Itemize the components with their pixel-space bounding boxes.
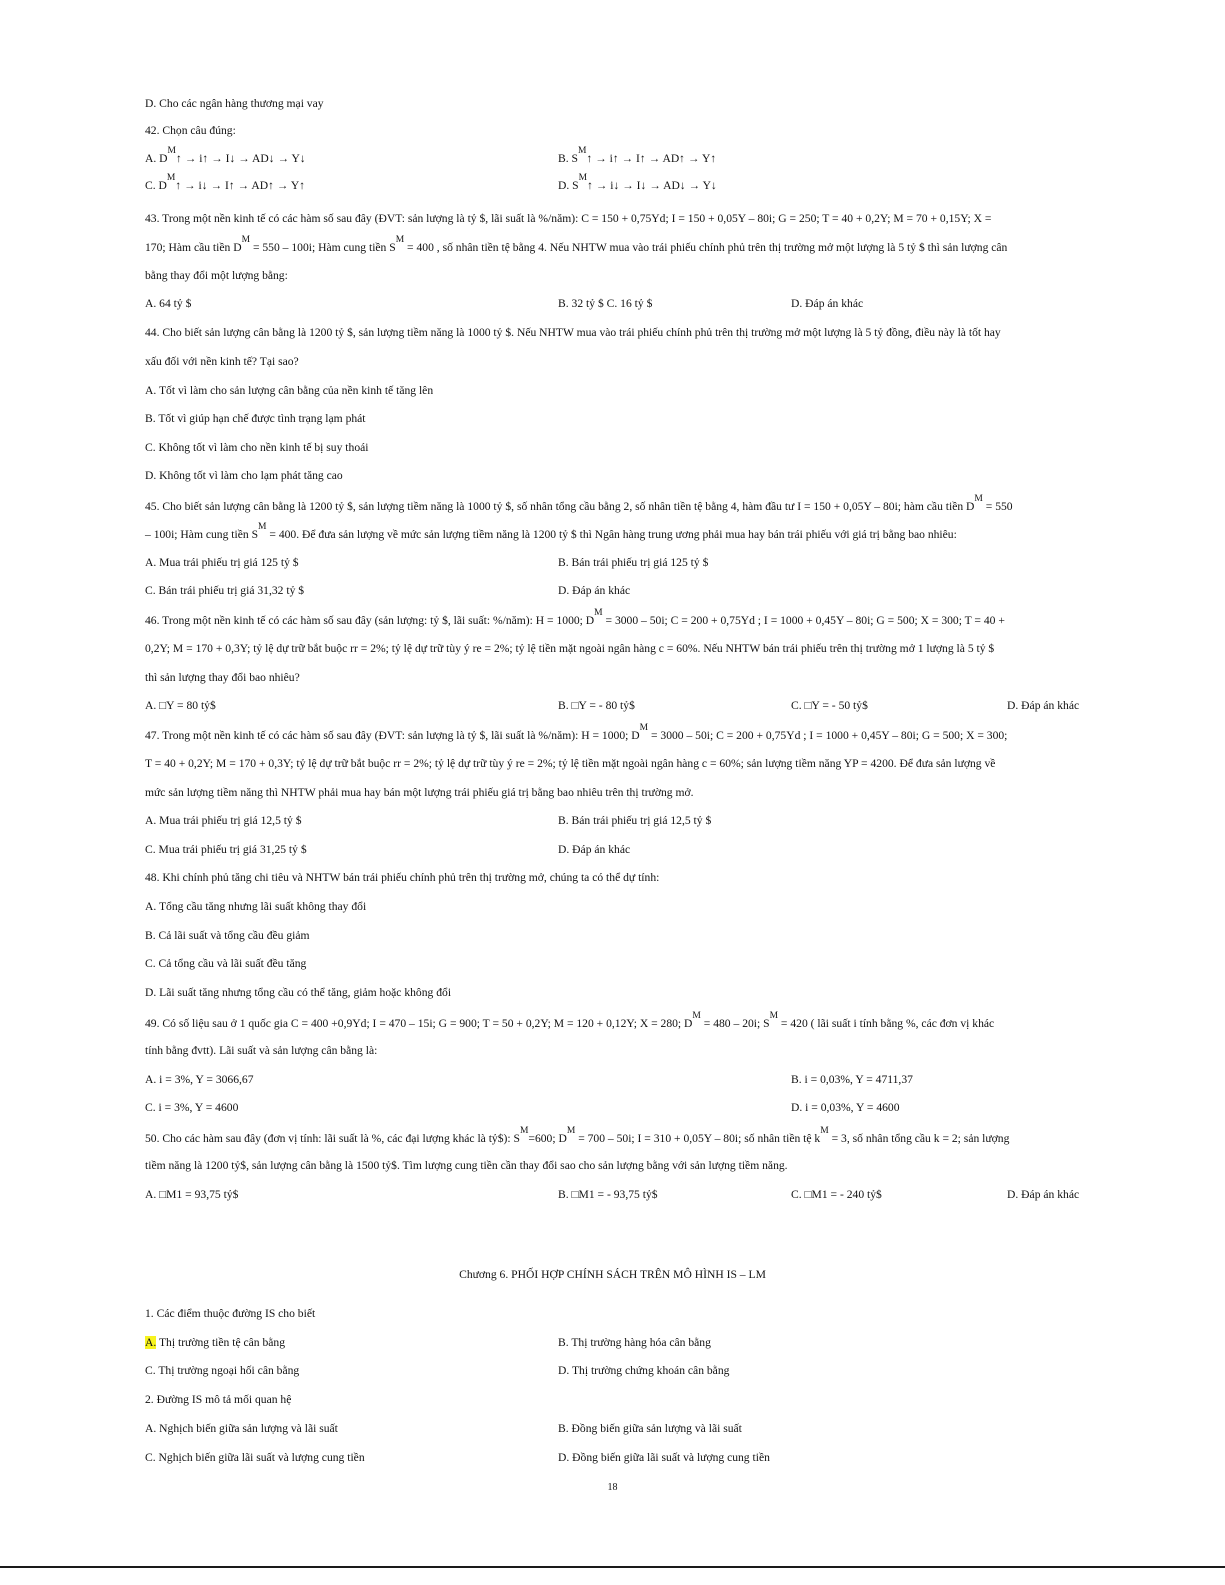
q50-options [145,1188,1080,1202]
q47-line-3: mức sản lượng tiềm năng thì NHTW phải mua hay bán một lượng trái phiếu giá trị bằng bao nhiêu trên thị trường mở. [145,786,694,799]
q46-option-b: B. □Y = - 80 tỷ$ [558,699,635,712]
q50-option-b: B. □M1 = - 93,75 tỷ$ [558,1188,658,1201]
q50-option-d: D. Đáp án khác [1007,1188,1080,1201]
q44-option-c: C. Không tốt vì làm cho nền kinh tế bị suy thoái [145,441,369,454]
q48-option-d: D. Lãi suất tăng nhưng tổng cầu có thể tăng, giảm hoặc không đổi [145,986,452,999]
c6q1-row-ab [145,1336,711,1350]
q49-option-c: C. i = 3%, Y = 4600 [145,1101,239,1114]
q49-line-1: 49. Có số liệu sau ở 1 quốc gia C = 400 +0,9Yd; I = 470 – 15i; G = 900; T = 50 + 0,2Y; M = 120 + 0,12Y; X = 280; $D^M = 480 - 20i$; $S^M = 420$ ( lãi suất i tính bằng %, các đơn vị khác [145,1011,995,1030]
q43-line-2: 170; Hàm cầu tiền $D^M = 550 - 100i$; Hàm cung tiền $S^M = 400$ , số nhân tiền tệ bằng 4. Nếu NHTW mua vào trái phiếu chính phủ trên thị trường mở một lượng là 5 tỷ $ thì sản lượng cân [145,235,1008,254]
q49-option-b: B. i = 0,03%, Y = 4711,37 [791,1073,913,1086]
q42-option-d: D. $S^M↑$ → i↓ → I↓ → AD↓ → Y↓ [558,173,717,192]
q48-stem: 48. Khi chính phủ tăng chi tiêu và NHTW bán trái phiếu chính phủ trên thị trường mở, chúng ta có thể dự tính: [145,871,660,884]
q46-options [145,699,1080,713]
q42-stem: 42. Chọn câu đúng: [145,124,236,137]
q43-option-d: D. Đáp án khác [791,297,864,310]
q50-option-a: A. □M1 = 93,75 tỷ$ [145,1188,239,1201]
q45-line-2: – 100i; Hàm cung tiền $S^M = 400$. Để đưa sản lượng về mức sản lượng tiềm năng là 1200 tỷ $ thì Ngân hàng trung ương phải mua hay bán trái phiếu với giá trị bằng bao nhiêu: [145,522,957,541]
q46-line-2: 0,2Y; M = 170 + 0,3Y; tỷ lệ dự trữ bắt buộc rr = 2%; tỷ lệ dự trữ tùy ý re = 2%; tỷ lệ tiền mặt ngoài ngân hàng c = 60%. Nếu NHTW bán trái phiếu trên thị trường mở 1 lượng là 5 tỷ $ [145,642,995,655]
page-bottom-border [0,1566,1225,1568]
c6q2-row-cd [145,1451,770,1465]
c6q1-row-cd [145,1364,730,1378]
c6q1-stem: 1. Các điểm thuộc đường IS cho biết [145,1307,316,1320]
highlight-mark: A. [145,1336,157,1349]
q50-line-2: tiềm năng là 1200 tỷ$, sản lượng cân bằng là 1500 tỷ$. Tìm lượng cung tiền cần thay đổi sao cho sản lượng bằng với sản lượng tiềm năng. [145,1159,788,1172]
q45-line-1: 45. Cho biết sản lượng cân bằng là 1200 tỷ $, sản lượng tiềm năng là 1000 tỷ $, số nhân tổng cầu bằng 2, số nhân tiền tệ bằng 4, hàm đầu tư I = 150 + 0,05Y – 80i; hàm cầu tiền $D^M = 550$ [145,494,1013,513]
q45-option-c: C. Bán trái phiếu trị giá 31,32 tỷ $ [145,584,305,597]
q42-option-c: C. $D^M↑$ → i↓ → I↑ → AD↑ → Y↑ [145,173,306,192]
q48-option-b: B. Cả lãi suất và tổng cầu đều giảm [145,929,310,942]
q44-option-a: A. Tốt vì làm cho sản lượng cân bằng của nền kinh tế tăng lên [145,384,434,397]
q47-line-1: 47. Trong một nền kinh tế có các hàm số sau đây (ĐVT: sản lượng là tỷ $, lãi suất là %/năm): H = 1000; $D^M = 3000 - 50i$; C = 200 + 0,75Yd ; I = 1000 + 0,45Y – 80i; G = 500; X = 300; [145,723,1008,742]
q43-option-bc: B. 32 tỷ $ C. 16 tỷ $ [558,297,653,310]
q47-option-a: A. Mua trái phiếu trị giá 12,5 tỷ $ [145,814,302,827]
q47-line-2: T = 40 + 0,2Y; M = 170 + 0,3Y; tỷ lệ dự trữ bắt buộc rr = 2%; tỷ lệ dự trữ tùy ý re = 2%; tỷ lệ tiền mặt ngoài ngân hàng c = 60%; sản lượng tiềm năng YP = 4200. Để đưa sản lượng về [145,757,996,770]
c6q1-option-b: B. Thị trường hàng hóa cân bằng [558,1336,711,1349]
q45-option-b: B. Bán trái phiếu trị giá 125 tỷ $ [558,556,709,569]
q43-options [145,297,864,311]
q44-line-2: xấu đối với nền kinh tế? Tại sao? [145,355,299,368]
c6q2-option-d: D. Đồng biến giữa lãi suất và lượng cung tiền [558,1451,770,1464]
q46-option-c: C. □Y = - 50 tỷ$ [791,699,868,712]
q44-option-d: D. Không tốt vì làm cho lạm phát tăng cao [145,469,343,482]
q45-option-d: D. Đáp án khác [558,584,631,597]
q50-option-c: C. □M1 = - 240 tỷ$ [791,1188,882,1201]
c6q1-option-d: D. Thị trường chứng khoán cân bằng [558,1364,730,1377]
c6q2-option-a: A. Nghịch biến giữa sản lượng và lãi suất [145,1422,338,1435]
q47-row-cd [145,843,631,857]
q42-option-a: A. $D^M↑$ → i↑ → I↓ → AD↓ → Y↓ [145,146,306,165]
q48-option-a: A. Tổng cầu tăng nhưng lãi suất không thay đổi [145,900,367,913]
q47-option-c: C. Mua trái phiếu trị giá 31,25 tỷ $ [145,843,307,856]
q41-option-d: D. Cho các ngân hàng thương mại vay [145,97,324,110]
q46-option-a: A. □Y = 80 tỷ$ [145,699,216,712]
c6q2-stem: 2. Đường IS mô tả mối quan hệ [145,1393,292,1406]
q43-line-3: bằng thay đổi một lượng bằng: [145,269,288,282]
q42-row-ab [145,146,717,166]
c6q2-option-c: C. Nghịch biến giữa lãi suất và lượng cung tiền [145,1451,365,1464]
q46-line-1: 46. Trong một nền kinh tế có các hàm số sau đây (sản lượng: tỷ $, lãi suất: %/năm): H = 1000; $D^M = 3000 - 50i$; C = 200 + 0,75Yd ; I = 1000 + 0,45Y – 80i; G = 500; X = 300; T = 40 + [145,608,1005,627]
c6q1-option-a: A. Thị trường tiền tệ cân bằng [145,1336,286,1349]
q45-row-cd [145,584,631,598]
q47-row-ab [145,814,712,828]
q43-option-a: A. 64 tỷ $ [145,297,192,310]
q47-option-d: D. Đáp án khác [558,843,631,856]
q45-option-a: A. Mua trái phiếu trị giá 125 tỷ $ [145,556,299,569]
q46-option-d: D. Đáp án khác [1007,699,1080,712]
q42-row-cd [145,173,717,193]
c6q2-option-b: B. Đồng biến giữa sản lượng và lãi suất [558,1422,742,1435]
q49-option-d: D. i = 0,03%, Y = 4600 [791,1101,900,1114]
q49-row-cd [145,1101,900,1115]
chapter-title: Chương 6. PHỐI HỢP CHÍNH SÁCH TRÊN MÔ HÌNH IS – LM [459,1268,766,1281]
q49-option-a: A. i = 3%, Y = 3066,67 [145,1073,254,1086]
q48-option-c: C. Cả tổng cầu và lãi suất đều tăng [145,957,307,970]
q49-line-2: tính bằng đvtt). Lãi suất và sản lượng cân bằng là: [145,1044,378,1057]
q49-row-ab [145,1073,913,1087]
page-number: 18 [607,1482,618,1493]
q46-line-3: thì sản lượng thay đổi bao nhiêu? [145,671,300,684]
q50-line-1: 50. Cho các hàm sau đây (đơn vị tính: lãi suất là %, các đại lượng khác là tỷ$): $S^M=600$; $D^M = 700 - 50i$; I = 310 + 0,05Y – 80i; số nhân tiền tệ $k^M = 3$, số nhân tổng cầu k = 2; sản lượng [145,1126,1010,1145]
q42-option-b: B. $S^M↑$ → i↑ → I↑ → AD↑ → Y↑ [558,146,717,165]
q43-line-1: 43. Trong một nền kinh tế có các hàm số sau đây (ĐVT: sản lượng là tỷ $, lãi suất là %/năm): C = 150 + 0,75Yd; I = 150 + 0,05Y – 80i; G = 250; T = 40 + 0,2Y; M = 70 + 0,15Y; X = [145,212,992,225]
q44-line-1: 44. Cho biết sản lượng cân bằng là 1200 tỷ $, sản lượng tiềm năng là 1000 tỷ $. Nếu NHTW mua vào trái phiếu chính phủ trên thị trường mở một lượng là 5 tỷ đồng, điều này là tốt hay [145,326,1001,339]
c6q2-row-ab [145,1422,742,1436]
q44-option-b: B. Tốt vì giúp hạn chế được tình trạng lạm phát [145,412,366,425]
q45-row-ab [145,556,709,570]
q47-option-b: B. Bán trái phiếu trị giá 12,5 tỷ $ [558,814,712,827]
c6q1-option-c: C. Thị trường ngoại hối cân bằng [145,1364,300,1377]
